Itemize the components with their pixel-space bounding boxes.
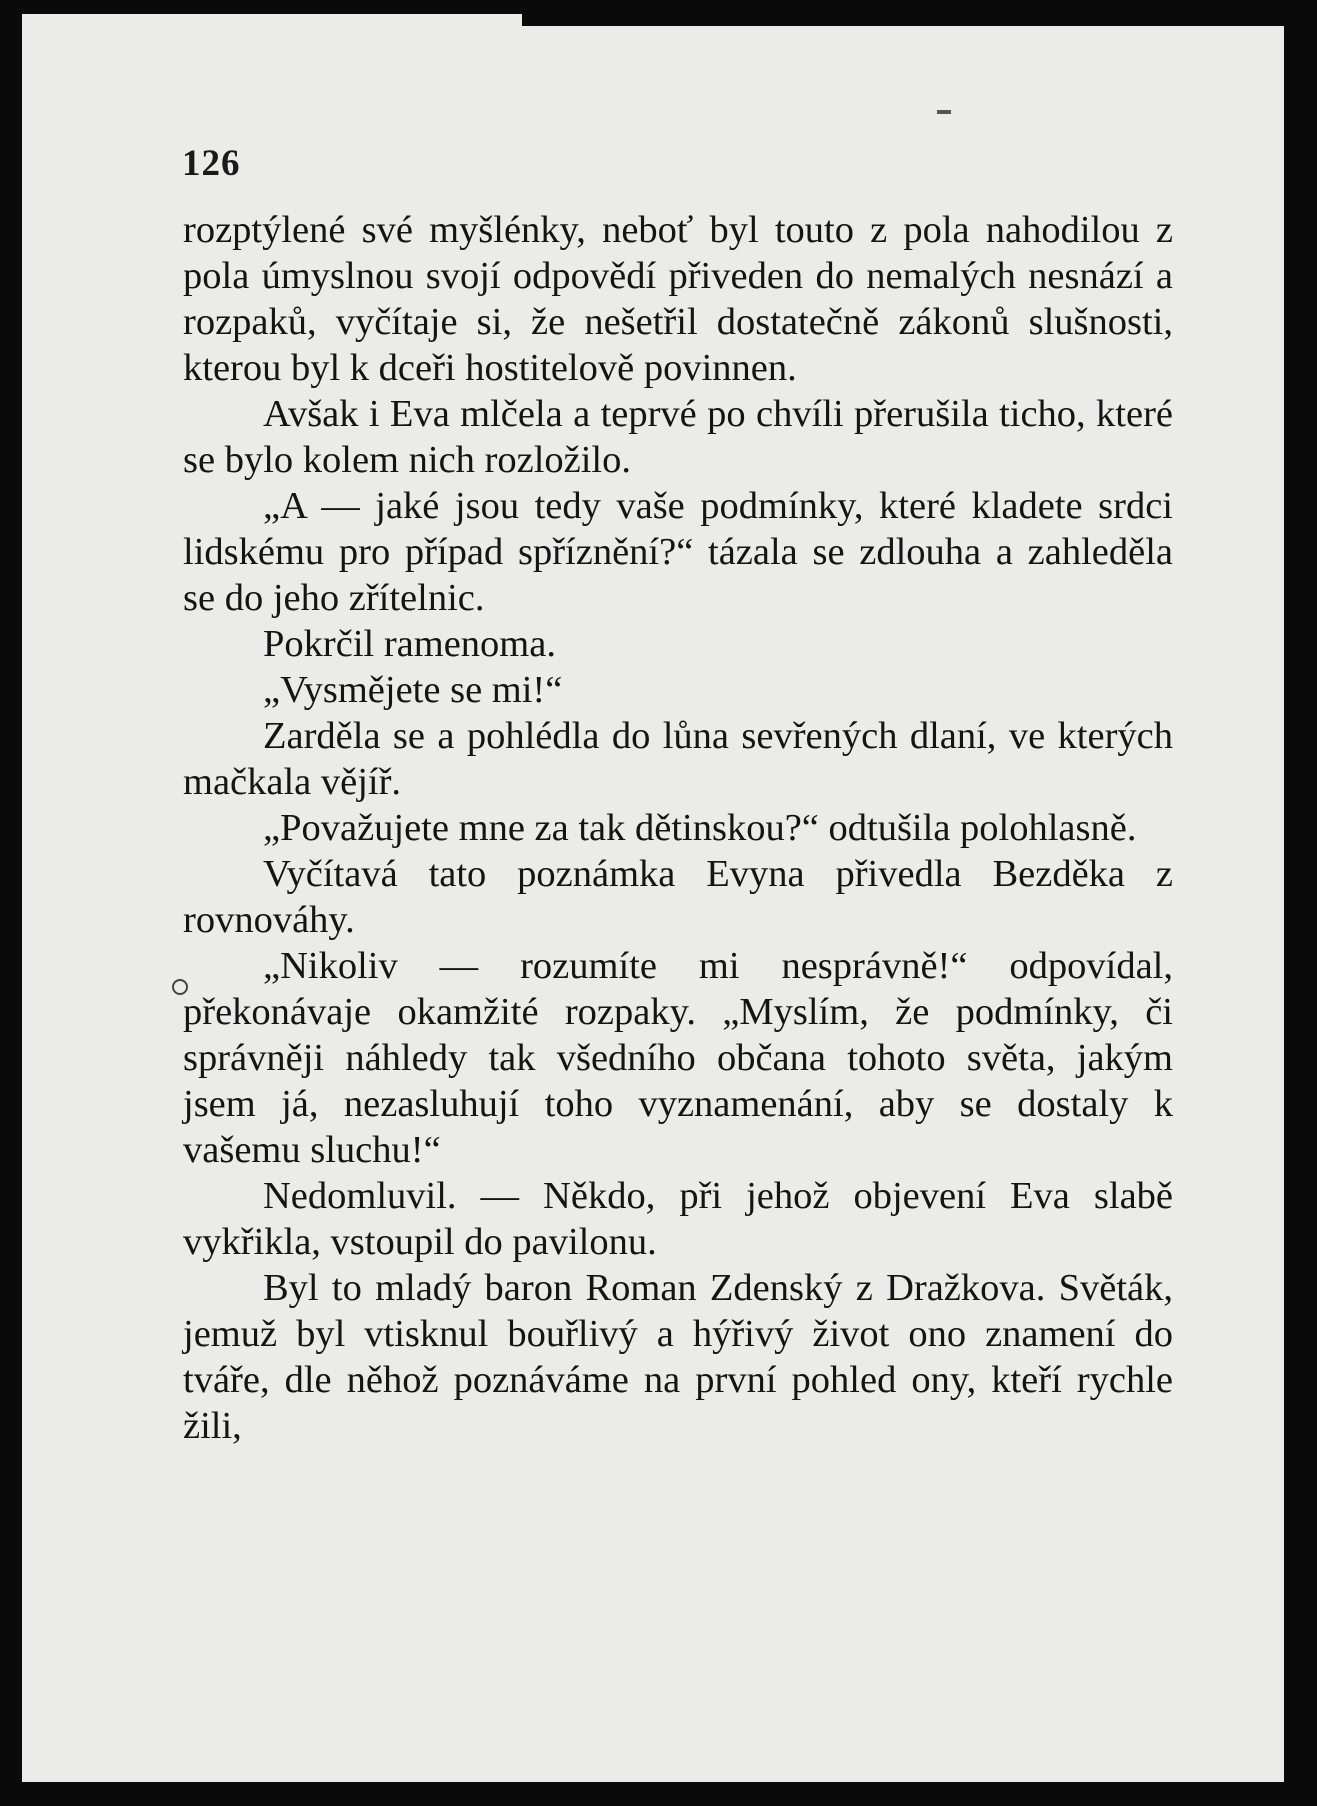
body-text <box>183 207 1173 1449</box>
paragraph: „Nikoliv — rozumíte mi nesprávně!“ odpovídal, překonávaje okamžité rozpaky. „Myslím, že podmínky, či správněji náhledy tak všedního občana tohoto světa, jakým jsem já, nezasluhují toho vyznamenání, aby se dostaly k vašemu sluchu!“ <box>183 945 1173 1171</box>
paragraph: Avšak i Eva mlčela a teprvé po chvíli přerušila ticho, které se bylo kolem nich rozložilo. <box>183 393 1173 481</box>
paragraph: rozptýlené své myšlénky, neboť byl touto z pola nahodilou z pola úmyslnou svojí odpovědí přiveden do nemalých nesnází a rozpaků, vyčítaje si, že nešetřil dostatečně zákonů slušnosti, kterou byl k dceři hostitelově povinnen. <box>183 209 1173 389</box>
paragraph: Vyčítavá tato poznámka Evyna přivedla Bezděka z rovnováhy. <box>183 853 1173 941</box>
paragraph: „Považujete mne za tak dětinskou?“ odtušila polohlasně. <box>263 807 1137 849</box>
page-number: 126 <box>182 143 241 184</box>
scan-border <box>522 14 1284 26</box>
scanned-page <box>22 14 1284 1782</box>
paragraph: Byl to mladý baron Roman Zdenský z Dražkova. Světák, jemuž byl vtisknul bouřlivý a hýřivý život ono znamení do tváře, dle něhož poznáváme na první pohled ony, kteří rychle žili, <box>183 1267 1173 1447</box>
scan-speck <box>937 110 951 114</box>
scan-speck <box>172 979 188 995</box>
paragraph: „Vysmějete se mi!“ <box>263 669 563 711</box>
paragraph: Pokrčil ramenoma. <box>263 623 556 665</box>
paragraph: „A — jaké jsou tedy vaše podmínky, které kladete srdci lidskému pro případ spříznění?“ tázala se zdlouha a zahleděla se do jeho zřítelnic. <box>183 485 1173 619</box>
paragraph: Zarděla se a pohlédla do lůna sevřených dlaní, ve kterých mačkala vějíř. <box>183 715 1173 803</box>
paragraph: Nedomluvil. — Někdo, při jehož objevení Eva slabě vykřikla, vstoupil do pavilonu. <box>183 1175 1173 1263</box>
